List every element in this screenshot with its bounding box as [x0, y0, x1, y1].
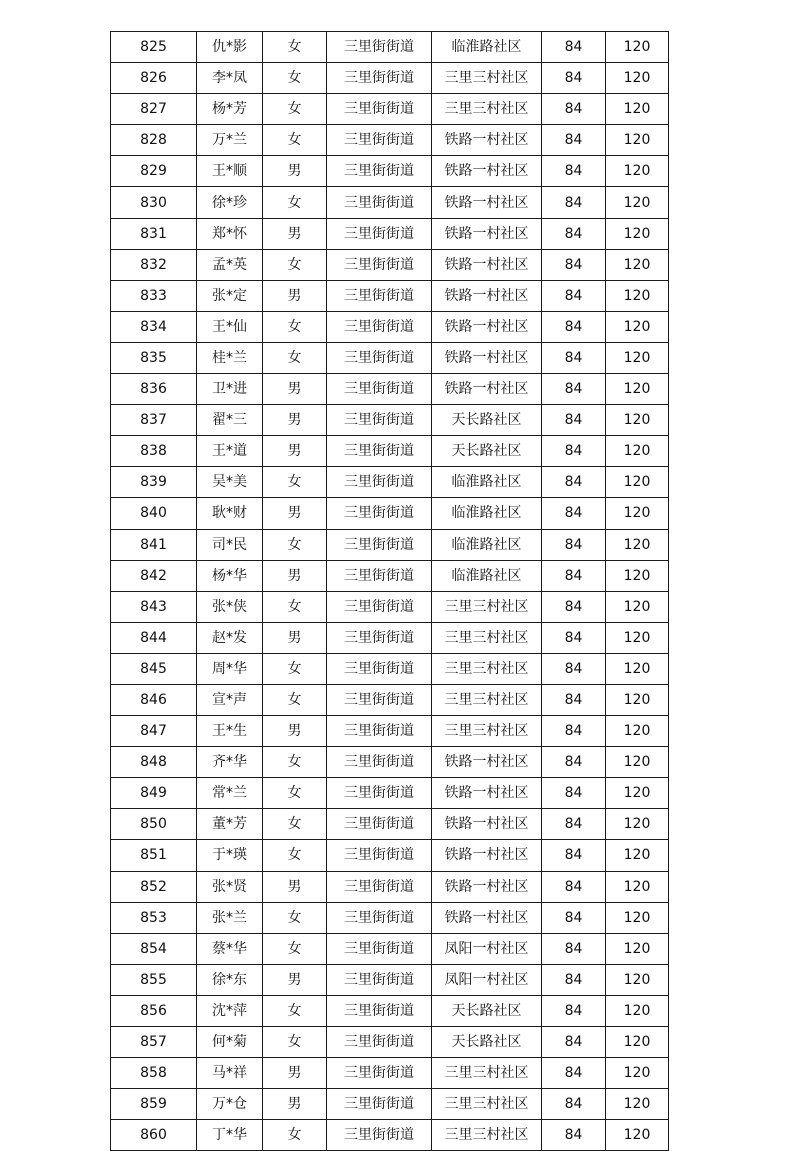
community-cell: 临淮路社区 — [432, 467, 542, 498]
gender-cell: 男 — [263, 436, 327, 467]
community-cell: 三里三村社区 — [432, 716, 542, 747]
community-cell: 临淮路社区 — [432, 529, 542, 560]
community-cell: 三里三村社区 — [432, 684, 542, 715]
serial-cell: 841 — [111, 529, 197, 560]
serial-cell: 849 — [111, 778, 197, 809]
community-cell: 铁路一村社区 — [432, 747, 542, 778]
subdistrict-cell: 三里街街道 — [327, 964, 432, 995]
subdistrict-cell: 三里街街道 — [327, 1089, 432, 1120]
table-row — [111, 405, 669, 436]
age-cell: 84 — [542, 280, 606, 311]
serial-cell: 831 — [111, 218, 197, 249]
subdistrict-cell: 三里街街道 — [327, 32, 432, 63]
name-cell: 司*民 — [197, 529, 263, 560]
name-cell: 万*仓 — [197, 1089, 263, 1120]
gender-cell: 男 — [263, 622, 327, 653]
community-cell: 三里三村社区 — [432, 1058, 542, 1089]
name-cell: 常*兰 — [197, 778, 263, 809]
community-cell: 铁路一村社区 — [432, 902, 542, 933]
gender-cell: 女 — [263, 840, 327, 871]
subdistrict-cell: 三里街街道 — [327, 311, 432, 342]
table-row — [111, 374, 669, 405]
table-row — [111, 311, 669, 342]
age-cell: 84 — [542, 63, 606, 94]
age-cell: 84 — [542, 1120, 606, 1151]
gender-cell: 女 — [263, 32, 327, 63]
name-cell: 丁*华 — [197, 1120, 263, 1151]
gender-cell: 女 — [263, 1027, 327, 1058]
table-row — [111, 249, 669, 280]
serial-cell: 844 — [111, 622, 197, 653]
serial-cell: 833 — [111, 280, 197, 311]
name-cell: 何*菊 — [197, 1027, 263, 1058]
gender-cell: 女 — [263, 933, 327, 964]
table-row — [111, 1027, 669, 1058]
subdistrict-cell: 三里街街道 — [327, 249, 432, 280]
community-cell: 三里三村社区 — [432, 653, 542, 684]
amount-cell: 120 — [606, 1058, 669, 1089]
table-row — [111, 498, 669, 529]
serial-cell: 857 — [111, 1027, 197, 1058]
serial-cell: 837 — [111, 405, 197, 436]
age-cell: 84 — [542, 747, 606, 778]
community-cell: 铁路一村社区 — [432, 311, 542, 342]
gender-cell: 男 — [263, 964, 327, 995]
subdistrict-cell: 三里街街道 — [327, 63, 432, 94]
community-cell: 铁路一村社区 — [432, 374, 542, 405]
amount-cell: 120 — [606, 840, 669, 871]
age-cell: 84 — [542, 1027, 606, 1058]
subdistrict-cell: 三里街街道 — [327, 622, 432, 653]
amount-cell: 120 — [606, 374, 669, 405]
name-cell: 仇*影 — [197, 32, 263, 63]
amount-cell: 120 — [606, 995, 669, 1026]
table-row — [111, 342, 669, 373]
community-cell: 铁路一村社区 — [432, 249, 542, 280]
community-cell: 三里三村社区 — [432, 1120, 542, 1151]
table-row — [111, 187, 669, 218]
table-row — [111, 94, 669, 125]
gender-cell: 女 — [263, 778, 327, 809]
name-cell: 董*芳 — [197, 809, 263, 840]
community-cell: 三里三村社区 — [432, 622, 542, 653]
table-row — [111, 653, 669, 684]
serial-cell: 835 — [111, 342, 197, 373]
name-cell: 马*祥 — [197, 1058, 263, 1089]
table-row — [111, 747, 669, 778]
roster-table — [110, 31, 669, 1151]
gender-cell: 男 — [263, 405, 327, 436]
subdistrict-cell: 三里街街道 — [327, 125, 432, 156]
amount-cell: 120 — [606, 467, 669, 498]
community-cell: 临淮路社区 — [432, 498, 542, 529]
community-cell: 铁路一村社区 — [432, 840, 542, 871]
subdistrict-cell: 三里街街道 — [327, 436, 432, 467]
age-cell: 84 — [542, 716, 606, 747]
table-row — [111, 809, 669, 840]
amount-cell: 120 — [606, 684, 669, 715]
amount-cell: 120 — [606, 964, 669, 995]
gender-cell: 男 — [263, 1089, 327, 1120]
age-cell: 84 — [542, 405, 606, 436]
amount-cell: 120 — [606, 747, 669, 778]
serial-cell: 825 — [111, 32, 197, 63]
subdistrict-cell: 三里街街道 — [327, 156, 432, 187]
subdistrict-cell: 三里街街道 — [327, 591, 432, 622]
table-row — [111, 871, 669, 902]
name-cell: 耿*财 — [197, 498, 263, 529]
age-cell: 84 — [542, 342, 606, 373]
age-cell: 84 — [542, 374, 606, 405]
age-cell: 84 — [542, 311, 606, 342]
amount-cell: 120 — [606, 94, 669, 125]
table-row — [111, 1120, 669, 1151]
name-cell: 赵*发 — [197, 622, 263, 653]
age-cell: 84 — [542, 498, 606, 529]
gender-cell: 男 — [263, 1058, 327, 1089]
subdistrict-cell: 三里街街道 — [327, 778, 432, 809]
subdistrict-cell: 三里街街道 — [327, 1058, 432, 1089]
serial-cell: 839 — [111, 467, 197, 498]
age-cell: 84 — [542, 94, 606, 125]
serial-cell: 851 — [111, 840, 197, 871]
gender-cell: 女 — [263, 125, 327, 156]
serial-cell: 828 — [111, 125, 197, 156]
community-cell: 铁路一村社区 — [432, 125, 542, 156]
name-cell: 蔡*华 — [197, 933, 263, 964]
name-cell: 张*兰 — [197, 902, 263, 933]
table-row — [111, 902, 669, 933]
name-cell: 卫*进 — [197, 374, 263, 405]
gender-cell: 女 — [263, 747, 327, 778]
gender-cell: 女 — [263, 995, 327, 1026]
amount-cell: 120 — [606, 1089, 669, 1120]
name-cell: 孟*英 — [197, 249, 263, 280]
age-cell: 84 — [542, 684, 606, 715]
community-cell: 三里三村社区 — [432, 63, 542, 94]
age-cell: 84 — [542, 187, 606, 218]
subdistrict-cell: 三里街街道 — [327, 405, 432, 436]
age-cell: 84 — [542, 809, 606, 840]
serial-cell: 826 — [111, 63, 197, 94]
subdistrict-cell: 三里街街道 — [327, 747, 432, 778]
community-cell: 铁路一村社区 — [432, 218, 542, 249]
gender-cell: 女 — [263, 342, 327, 373]
gender-cell: 女 — [263, 684, 327, 715]
table-row — [111, 156, 669, 187]
gender-cell: 男 — [263, 374, 327, 405]
subdistrict-cell: 三里街街道 — [327, 716, 432, 747]
name-cell: 宣*声 — [197, 684, 263, 715]
community-cell: 凤阳一村社区 — [432, 964, 542, 995]
gender-cell: 男 — [263, 280, 327, 311]
serial-cell: 840 — [111, 498, 197, 529]
amount-cell: 120 — [606, 311, 669, 342]
subdistrict-cell: 三里街街道 — [327, 840, 432, 871]
name-cell: 杨*芳 — [197, 94, 263, 125]
amount-cell: 120 — [606, 1120, 669, 1151]
age-cell: 84 — [542, 32, 606, 63]
amount-cell: 120 — [606, 125, 669, 156]
subdistrict-cell: 三里街街道 — [327, 1120, 432, 1151]
serial-cell: 827 — [111, 94, 197, 125]
name-cell: 王*生 — [197, 716, 263, 747]
amount-cell: 120 — [606, 591, 669, 622]
amount-cell: 120 — [606, 622, 669, 653]
table-row — [111, 995, 669, 1026]
age-cell: 84 — [542, 1058, 606, 1089]
age-cell: 84 — [542, 995, 606, 1026]
gender-cell: 女 — [263, 187, 327, 218]
serial-cell: 834 — [111, 311, 197, 342]
serial-cell: 842 — [111, 560, 197, 591]
serial-cell: 860 — [111, 1120, 197, 1151]
gender-cell: 女 — [263, 249, 327, 280]
age-cell: 84 — [542, 156, 606, 187]
subdistrict-cell: 三里街街道 — [327, 902, 432, 933]
serial-cell: 836 — [111, 374, 197, 405]
serial-cell: 832 — [111, 249, 197, 280]
amount-cell: 120 — [606, 63, 669, 94]
amount-cell: 120 — [606, 716, 669, 747]
subdistrict-cell: 三里街街道 — [327, 374, 432, 405]
name-cell: 徐*珍 — [197, 187, 263, 218]
gender-cell: 女 — [263, 1120, 327, 1151]
amount-cell: 120 — [606, 529, 669, 560]
community-cell: 凤阳一村社区 — [432, 933, 542, 964]
subdistrict-cell: 三里街街道 — [327, 809, 432, 840]
gender-cell: 女 — [263, 529, 327, 560]
name-cell: 桂*兰 — [197, 342, 263, 373]
table-row — [111, 218, 669, 249]
name-cell: 杨*华 — [197, 560, 263, 591]
subdistrict-cell: 三里街街道 — [327, 498, 432, 529]
amount-cell: 120 — [606, 1027, 669, 1058]
age-cell: 84 — [542, 436, 606, 467]
age-cell: 84 — [542, 622, 606, 653]
subdistrict-cell: 三里街街道 — [327, 280, 432, 311]
gender-cell: 男 — [263, 560, 327, 591]
community-cell: 三里三村社区 — [432, 1089, 542, 1120]
amount-cell: 120 — [606, 405, 669, 436]
amount-cell: 120 — [606, 342, 669, 373]
amount-cell: 120 — [606, 218, 669, 249]
gender-cell: 男 — [263, 871, 327, 902]
table-row — [111, 1089, 669, 1120]
amount-cell: 120 — [606, 560, 669, 591]
subdistrict-cell: 三里街街道 — [327, 871, 432, 902]
table-row — [111, 436, 669, 467]
age-cell: 84 — [542, 560, 606, 591]
age-cell: 84 — [542, 933, 606, 964]
subdistrict-cell: 三里街街道 — [327, 467, 432, 498]
community-cell: 天长路社区 — [432, 405, 542, 436]
age-cell: 84 — [542, 249, 606, 280]
amount-cell: 120 — [606, 653, 669, 684]
name-cell: 于*瑛 — [197, 840, 263, 871]
amount-cell: 120 — [606, 32, 669, 63]
subdistrict-cell: 三里街街道 — [327, 933, 432, 964]
community-cell: 铁路一村社区 — [432, 156, 542, 187]
age-cell: 84 — [542, 125, 606, 156]
subdistrict-cell: 三里街街道 — [327, 995, 432, 1026]
subdistrict-cell: 三里街街道 — [327, 1027, 432, 1058]
table-row — [111, 591, 669, 622]
gender-cell: 男 — [263, 156, 327, 187]
name-cell: 吴*美 — [197, 467, 263, 498]
community-cell: 铁路一村社区 — [432, 809, 542, 840]
community-cell: 三里三村社区 — [432, 94, 542, 125]
gender-cell: 男 — [263, 716, 327, 747]
table-row — [111, 560, 669, 591]
amount-cell: 120 — [606, 778, 669, 809]
amount-cell: 120 — [606, 436, 669, 467]
subdistrict-cell: 三里街街道 — [327, 653, 432, 684]
name-cell: 郑*怀 — [197, 218, 263, 249]
age-cell: 84 — [542, 529, 606, 560]
community-cell: 三里三村社区 — [432, 591, 542, 622]
name-cell: 张*贤 — [197, 871, 263, 902]
serial-cell: 843 — [111, 591, 197, 622]
subdistrict-cell: 三里街街道 — [327, 342, 432, 373]
serial-cell: 847 — [111, 716, 197, 747]
name-cell: 翟*三 — [197, 405, 263, 436]
gender-cell: 女 — [263, 809, 327, 840]
name-cell: 王*道 — [197, 436, 263, 467]
serial-cell: 846 — [111, 684, 197, 715]
community-cell: 铁路一村社区 — [432, 871, 542, 902]
name-cell: 王*仙 — [197, 311, 263, 342]
table-row — [111, 32, 669, 63]
serial-cell: 854 — [111, 933, 197, 964]
gender-cell: 女 — [263, 311, 327, 342]
subdistrict-cell: 三里街街道 — [327, 560, 432, 591]
serial-cell: 856 — [111, 995, 197, 1026]
age-cell: 84 — [542, 1089, 606, 1120]
gender-cell: 女 — [263, 902, 327, 933]
table-row — [111, 125, 669, 156]
table-row — [111, 840, 669, 871]
community-cell: 铁路一村社区 — [432, 280, 542, 311]
table-row — [111, 716, 669, 747]
gender-cell: 女 — [263, 591, 327, 622]
serial-cell: 859 — [111, 1089, 197, 1120]
community-cell: 铁路一村社区 — [432, 778, 542, 809]
table-row — [111, 280, 669, 311]
amount-cell: 120 — [606, 902, 669, 933]
serial-cell: 838 — [111, 436, 197, 467]
serial-cell: 829 — [111, 156, 197, 187]
table-row — [111, 1058, 669, 1089]
amount-cell: 120 — [606, 498, 669, 529]
community-cell: 铁路一村社区 — [432, 187, 542, 218]
subdistrict-cell: 三里街街道 — [327, 529, 432, 560]
amount-cell: 120 — [606, 809, 669, 840]
table-row — [111, 964, 669, 995]
age-cell: 84 — [542, 591, 606, 622]
gender-cell: 男 — [263, 498, 327, 529]
gender-cell: 女 — [263, 63, 327, 94]
table-row — [111, 63, 669, 94]
name-cell: 李*凤 — [197, 63, 263, 94]
community-cell: 铁路一村社区 — [432, 342, 542, 373]
age-cell: 84 — [542, 467, 606, 498]
name-cell: 张*侠 — [197, 591, 263, 622]
serial-cell: 853 — [111, 902, 197, 933]
amount-cell: 120 — [606, 187, 669, 218]
table-row — [111, 467, 669, 498]
name-cell: 徐*东 — [197, 964, 263, 995]
amount-cell: 120 — [606, 280, 669, 311]
name-cell: 王*顺 — [197, 156, 263, 187]
age-cell: 84 — [542, 653, 606, 684]
community-cell: 天长路社区 — [432, 1027, 542, 1058]
serial-cell: 855 — [111, 964, 197, 995]
gender-cell: 男 — [263, 218, 327, 249]
subdistrict-cell: 三里街街道 — [327, 684, 432, 715]
serial-cell: 848 — [111, 747, 197, 778]
age-cell: 84 — [542, 218, 606, 249]
age-cell: 84 — [542, 871, 606, 902]
age-cell: 84 — [542, 840, 606, 871]
subdistrict-cell: 三里街街道 — [327, 94, 432, 125]
name-cell: 齐*华 — [197, 747, 263, 778]
name-cell: 沈*萍 — [197, 995, 263, 1026]
community-cell: 临淮路社区 — [432, 32, 542, 63]
table-row — [111, 778, 669, 809]
subdistrict-cell: 三里街街道 — [327, 187, 432, 218]
amount-cell: 120 — [606, 156, 669, 187]
age-cell: 84 — [542, 964, 606, 995]
serial-cell: 830 — [111, 187, 197, 218]
name-cell: 万*兰 — [197, 125, 263, 156]
serial-cell: 845 — [111, 653, 197, 684]
community-cell: 天长路社区 — [432, 995, 542, 1026]
gender-cell: 女 — [263, 94, 327, 125]
community-cell: 临淮路社区 — [432, 560, 542, 591]
name-cell: 周*华 — [197, 653, 263, 684]
serial-cell: 850 — [111, 809, 197, 840]
amount-cell: 120 — [606, 933, 669, 964]
amount-cell: 120 — [606, 249, 669, 280]
serial-cell: 852 — [111, 871, 197, 902]
gender-cell: 女 — [263, 467, 327, 498]
gender-cell: 女 — [263, 653, 327, 684]
community-cell: 天长路社区 — [432, 436, 542, 467]
table-row — [111, 622, 669, 653]
table-row — [111, 684, 669, 715]
amount-cell: 120 — [606, 871, 669, 902]
serial-cell: 858 — [111, 1058, 197, 1089]
roster-body — [111, 32, 669, 1151]
table-row — [111, 933, 669, 964]
subdistrict-cell: 三里街街道 — [327, 218, 432, 249]
table-row — [111, 529, 669, 560]
age-cell: 84 — [542, 778, 606, 809]
age-cell: 84 — [542, 902, 606, 933]
name-cell: 张*定 — [197, 280, 263, 311]
